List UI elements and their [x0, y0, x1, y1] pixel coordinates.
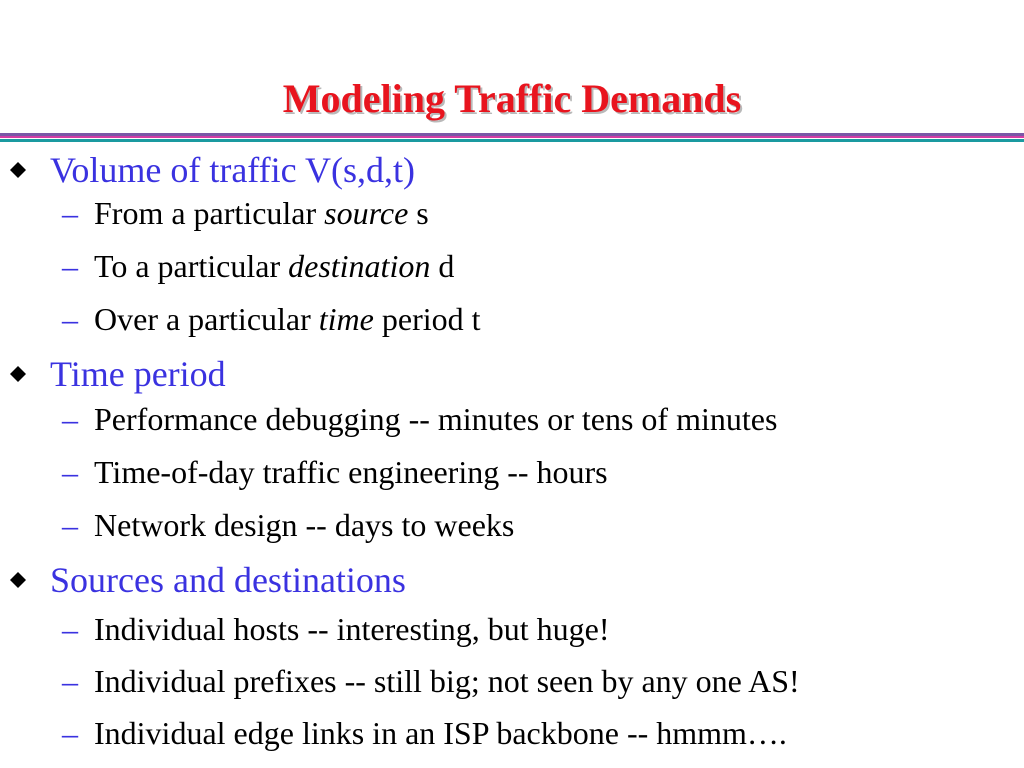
sub-item-text-end: d [430, 248, 455, 284]
sub-item-text: Individual prefixes -- still big; not seen by any one AS! [94, 663, 800, 699]
sub-item-text: Over a particular [94, 301, 319, 337]
dash-marker: – [62, 301, 78, 337]
dash-marker: – [62, 195, 78, 231]
sub-item-text: From a particular [94, 195, 325, 231]
dash-marker: – [62, 248, 78, 284]
sub-item-performance-debugging [62, 400, 777, 438]
sub-item-network-design [62, 506, 514, 544]
sub-item-time [62, 300, 481, 338]
dash-marker: – [62, 401, 78, 437]
dash-marker: – [62, 507, 78, 543]
sub-item-destination [62, 247, 454, 285]
sub-item-emphasis: destination [288, 248, 431, 284]
dash-marker: – [62, 454, 78, 490]
dash-marker: – [62, 715, 78, 751]
sub-item-text: To a particular [94, 248, 289, 284]
sub-item-text: Performance debugging -- minutes or tens of minutes [94, 401, 778, 437]
dash-marker: – [62, 611, 78, 647]
bullet-heading: Time period [50, 354, 226, 394]
bullet-heading: Sources and destinations [50, 560, 406, 600]
sub-item-emphasis: source [324, 195, 409, 231]
sub-item-text: Individual edge links in an ISP backbone -- hmmm…. [94, 715, 787, 751]
sub-item-text-end: period t [373, 301, 481, 337]
sub-item-text: Network design -- days to weeks [94, 507, 515, 543]
dash-marker: – [62, 663, 78, 699]
sub-item-individual-hosts [62, 610, 609, 648]
sub-item-time-of-day [62, 453, 608, 491]
sub-item-text: Time-of-day traffic engineering -- hours [94, 454, 608, 490]
bullet-heading: Volume of traffic V(s,d,t) [50, 150, 415, 190]
sub-item-text: Individual hosts -- interesting, but huge! [94, 611, 610, 647]
diamond-icon [10, 366, 26, 382]
sub-item-edge-links [62, 714, 787, 752]
sub-item-text-end: s [408, 195, 429, 231]
diamond-icon [10, 162, 26, 178]
sub-item-emphasis: time [318, 301, 374, 337]
sub-item-source [62, 194, 429, 232]
slide-title: Modeling Traffic Demands [282, 76, 742, 121]
sub-item-individual-prefixes [62, 662, 800, 700]
diamond-icon [10, 572, 26, 588]
